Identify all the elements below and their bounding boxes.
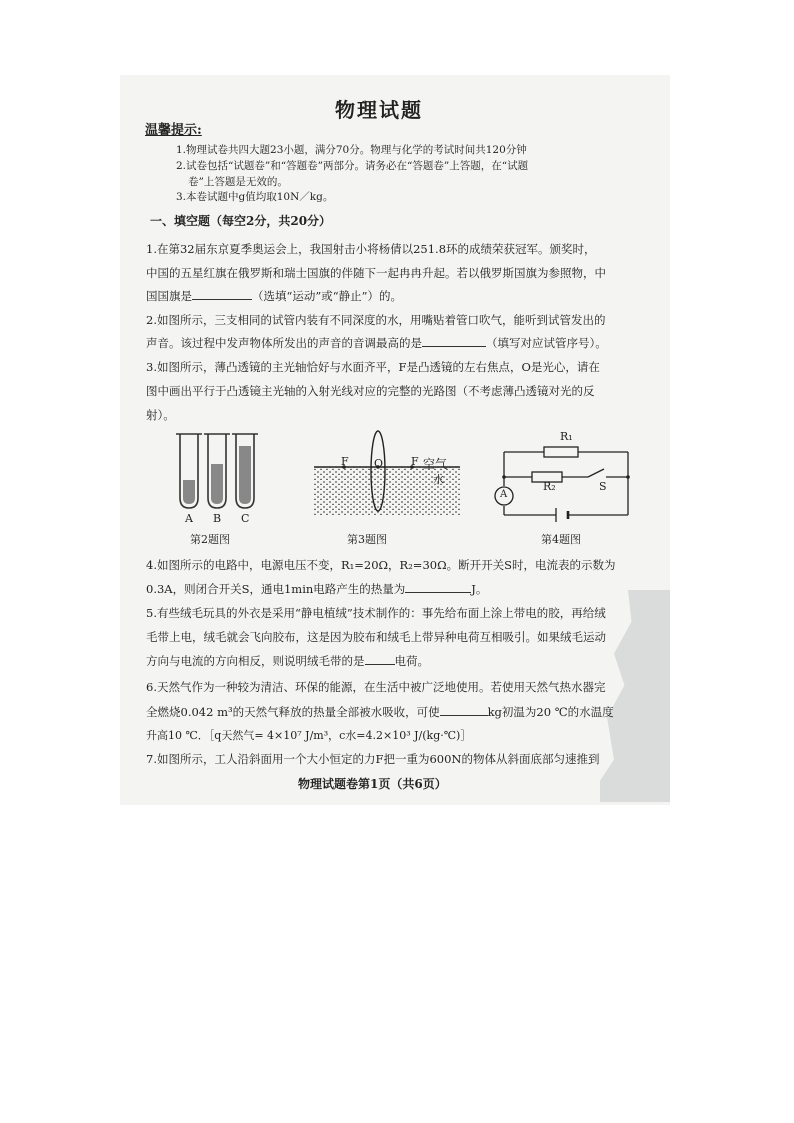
test-tube-c [232, 434, 258, 508]
test-tube-a [176, 434, 202, 508]
q5-line-3 [146, 654, 429, 668]
test-tube-b [204, 434, 230, 508]
page-title: 物理试题 [335, 98, 423, 122]
q2-text-b: （填写对应试管序号）。 [486, 336, 607, 350]
q7-line-1: 7.如图所示，工人沿斜面用一个大小恒定的力F把一重为600N的物体从斜面底部匀速推到 [146, 752, 600, 766]
q6-line-3: 升高10 ℃．［q天然气= 4×10⁷ J/m³，c水=4.2×10³ J/(kg·℃)］ [146, 729, 472, 742]
q4-answer-blank[interactable] [405, 582, 471, 593]
q1-answer-blank[interactable] [192, 289, 252, 300]
fig3-air-label: 空气 [423, 457, 448, 471]
q6-text-a: 全燃烧0.042 m³的天然气释放的热量全部被水吸收，可使 [146, 705, 440, 719]
q5-line-2: 毛带上电，绒毛就会飞向胶布，这是因为胶布和绒毛上带异种电荷互相吸引。如果绒毛运动 [146, 630, 606, 644]
tip-line-1: 1.物理试卷共四大题23小题，满分70分。物理与化学的考试时间共120分钟 [176, 144, 527, 156]
fig3-lens-diagram [310, 435, 470, 525]
tip-line-4: 3.本卷试题中g值均取10N／kg。 [176, 191, 334, 203]
tip-line-3: 卷”上答题是无效的。 [188, 176, 288, 188]
q2-text-a: 声音。该过程中发声物体所发出的声音的音调最高的是 [146, 336, 422, 350]
q6-line-1: 6.天然气作为一种较为清洁、环保的能源，在生活中被广泛地使用。若使用天然气热水器完 [146, 680, 606, 694]
q3-line-3: 射）。 [146, 408, 175, 422]
tip-line-2: 2.试卷包括“试题卷”和“答题卷”两部分。请务必在“答题卷”上答题，在“试题 [176, 160, 529, 172]
switch-s [588, 469, 604, 477]
fig3-caption: 第3题图 [347, 533, 387, 546]
q5-line-1: 5.有些绒毛玩具的外衣是采用“静电植绒”技术制作的：事先给布面上涂上带电的胶，再给绒 [146, 606, 606, 620]
q4-text-b: J。 [471, 582, 488, 596]
section-1-heading: 一、填空题（每空2分，共20分） [150, 214, 332, 228]
q5-text-a: 方向与电流的方向相反，则说明绒毛带的是 [146, 654, 365, 668]
q6-line-2 [146, 705, 614, 719]
fig4-circuit [492, 442, 632, 522]
fig4-r1-label: R₁ [560, 430, 573, 443]
fig4-caption: 第4题图 [541, 533, 581, 546]
resistor-r1 [544, 447, 578, 457]
fig4-ammeter-label: A [500, 489, 508, 500]
fig2-caption: 第2题图 [190, 533, 230, 546]
q2-answer-blank[interactable] [422, 336, 486, 347]
fig2-label-c: C [241, 512, 250, 525]
fig3-water-label: 水 [433, 473, 444, 486]
q3-line-1: 3.如图所示，薄凸透镜的主光轴恰好与水面齐平，F是凸透镜的左右焦点，O是光心，请在 [146, 360, 600, 374]
q2-line-1: 2.如图所示，三支相同的试管内装有不同深度的水，用嘴贴着管口吹气，能听到试管发出的 [146, 313, 606, 327]
q3-line-2: 图中画出平行于凸透镜主光轴的入射光线对应的完整的光路图（不考虑薄凸透镜对光的反 [146, 384, 595, 398]
q6-text-b: kg初温为20 ℃的水温度 [487, 705, 614, 719]
q4-text-a: 0.3A，则闭合开关S，通电1min电路产生的热量为 [146, 582, 406, 596]
q4-line-1: 4.如图所示的电路中，电源电压不变，R₁=20Ω，R₂=30Ω。断开开关S时，电流表的示数为 [146, 558, 616, 572]
q4-line-2 [146, 582, 487, 596]
tips-heading: 温馨提示: [145, 123, 202, 138]
fig4-r2-label: R₂ [543, 480, 556, 493]
q5-answer-blank[interactable] [365, 654, 395, 665]
fig3-o-label: O [374, 457, 384, 470]
fig2-test-tubes [170, 430, 270, 520]
page-footer: 物理试题卷第1页（共6页） [298, 777, 447, 791]
fig3-f-left: F [341, 455, 349, 468]
fig3-f-right: F [411, 455, 419, 468]
q1-text-a: 国国旗是 [146, 289, 192, 303]
q1-line-2: 中国的五星红旗在俄罗斯和瑞士国旗的伴随下一起冉冉升起。若以俄罗斯国旗为参照物，中 [146, 266, 606, 280]
q5-text-b: 电荷。 [394, 654, 429, 668]
q6-answer-blank[interactable] [440, 705, 488, 716]
fig4-switch-label: S [599, 480, 607, 493]
q1-text-b: （选填“运动”或“静止”）的。 [252, 289, 403, 303]
q1-line-3 [146, 289, 402, 303]
q1-line-1: 1.在第32届东京夏季奥运会上，我国射击小将杨倩以251.8环的成绩荣获冠军。颁奖时， [146, 242, 596, 256]
fig2-label-a: A [185, 512, 193, 525]
fig2-label-b: B [213, 512, 222, 525]
q2-line-2 [146, 336, 607, 350]
